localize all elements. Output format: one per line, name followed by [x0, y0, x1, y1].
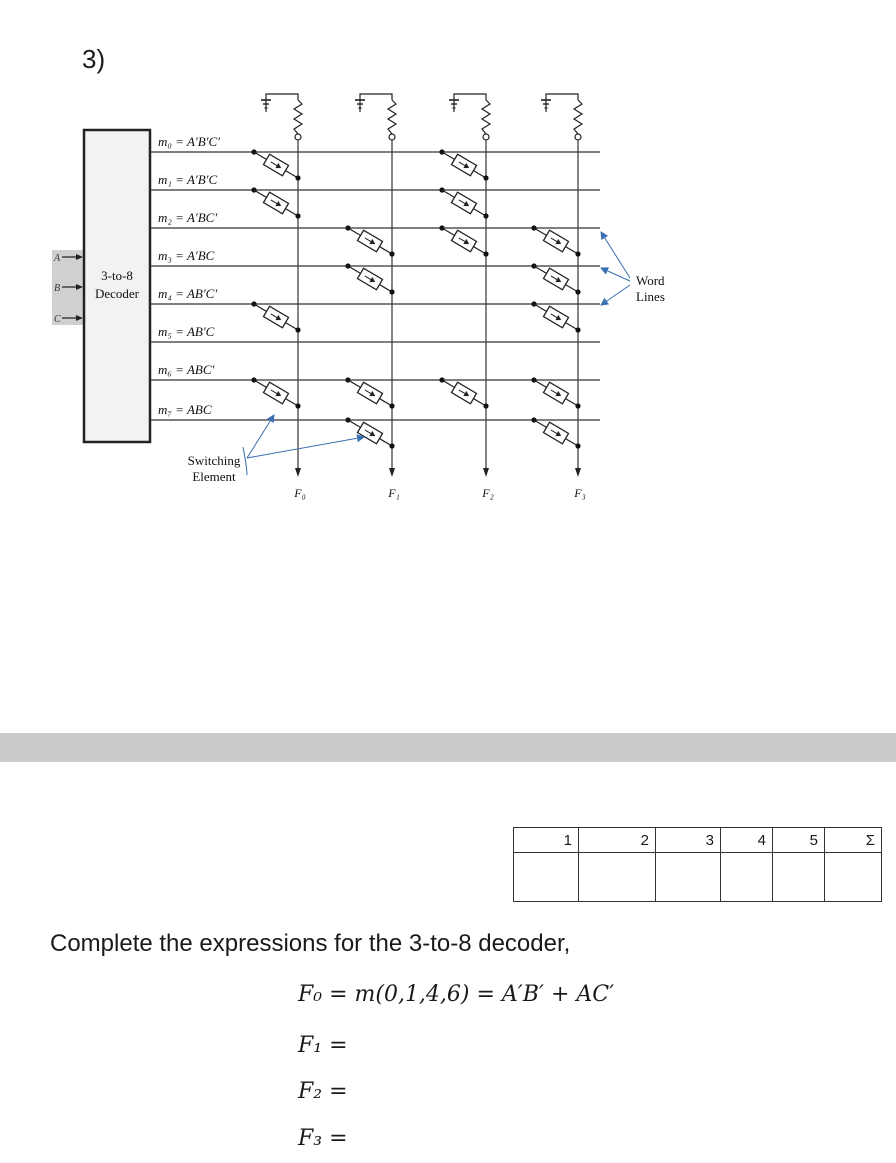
junction-dot [389, 289, 394, 294]
diode-box [357, 422, 382, 444]
diode-box [263, 154, 288, 176]
score-cell[interactable] [825, 853, 882, 902]
junction-dot [295, 213, 300, 218]
switching-element [251, 149, 300, 180]
switching-element [345, 417, 394, 448]
switching-element [531, 225, 580, 256]
diode-box [357, 382, 382, 404]
output-arrow [575, 468, 581, 477]
junction-dot [295, 403, 300, 408]
score-cell[interactable] [579, 853, 656, 902]
diode-box [357, 268, 382, 290]
switching-element [439, 377, 488, 408]
junction-dot [483, 175, 488, 180]
junction-dot [483, 213, 488, 218]
switching-element-label: Switching [187, 453, 241, 468]
switching-element [251, 187, 300, 218]
junction-dot [389, 443, 394, 448]
output-label-1: F₁ [388, 486, 400, 500]
score-cell[interactable] [721, 853, 773, 902]
switching-element [345, 263, 394, 294]
diode-box [357, 230, 382, 252]
minterm-label-0: m₀ = A′B′C′ [158, 134, 221, 149]
diode-box [543, 268, 568, 290]
junction-dot [575, 251, 580, 256]
switching-element [345, 377, 394, 408]
switching-element [345, 225, 394, 256]
pullup-resistor [482, 100, 490, 134]
switching-element [439, 225, 488, 256]
switching-element [531, 301, 580, 332]
word-lines-annotation [601, 232, 665, 305]
section-divider [0, 733, 896, 762]
junction-dot [483, 251, 488, 256]
switching-element-label: Element [192, 469, 236, 484]
junction-dot [389, 403, 394, 408]
supply-wire [360, 94, 392, 100]
word-lines-label: Lines [636, 289, 665, 304]
question-number: 3) [82, 44, 106, 74]
switching-element [531, 417, 580, 448]
question-prompt: Complete the expressions for the 3-to-8 decoder, [50, 930, 571, 957]
score-header: 2 [579, 828, 656, 853]
pullup-node [295, 134, 301, 140]
score-cell[interactable] [656, 853, 721, 902]
pullup-resistor [294, 100, 302, 134]
input-label-a: A [54, 253, 61, 264]
pullup-node [389, 134, 395, 140]
switching-element-annotation [188, 415, 364, 484]
diode-box [543, 306, 568, 328]
minterm-label-1: m₁ = A′B′C [158, 172, 218, 187]
minterm-label-5: m₅ = AB′C [158, 324, 215, 339]
pullup-resistor [388, 100, 396, 134]
equation-f1[interactable]: F₁ = [298, 1033, 348, 1058]
diode-box [451, 154, 476, 176]
switching-element [531, 263, 580, 294]
minterm-label-3: m₃ = A′BC [158, 248, 215, 263]
junction-dot [575, 289, 580, 294]
decoder-label: 3-to-8 [101, 268, 133, 283]
diode-box [543, 230, 568, 252]
decoder-label: Decoder [94, 286, 140, 301]
supply-wire [454, 94, 486, 100]
minterm-label-6: m₆ = ABC′ [158, 362, 215, 377]
pullup-resistor [574, 100, 582, 134]
minterm-label-2: m₂ = A′BC′ [158, 210, 218, 225]
output-label-3: F₃ [574, 486, 586, 500]
diode-box [263, 192, 288, 214]
output-label-0: F₀ [294, 486, 306, 500]
diode-box [263, 306, 288, 328]
diode-box [451, 192, 476, 214]
switching-element [439, 187, 488, 218]
score-table [513, 827, 882, 902]
junction-dot [483, 403, 488, 408]
switching-element [251, 377, 300, 408]
junction-dot [575, 443, 580, 448]
equation-f3[interactable]: F₃ = [298, 1126, 348, 1151]
switching-element [439, 149, 488, 180]
score-header: 4 [721, 828, 773, 853]
minterm-label-4: m₄ = AB′C′ [158, 286, 218, 301]
switching-element [251, 301, 300, 332]
pullup-node [575, 134, 581, 140]
switching-elements [251, 149, 580, 448]
input-label-c: C [54, 314, 61, 325]
score-header: Σ [825, 828, 882, 853]
output-arrow [295, 468, 301, 477]
score-header: 5 [773, 828, 825, 853]
diode-box [451, 230, 476, 252]
diode-box [543, 382, 568, 404]
score-header: 3 [656, 828, 721, 853]
switching-element [531, 377, 580, 408]
equation-f2[interactable]: F₂ = [298, 1079, 348, 1104]
output-columns [261, 94, 586, 500]
score-cell[interactable] [514, 853, 579, 902]
diode-box [263, 382, 288, 404]
diode-box [451, 382, 476, 404]
junction-dot [295, 327, 300, 332]
junction-dot [389, 251, 394, 256]
equation-f0: F₀ = m(0,1,4,6) = A′B′ + AC′ [298, 982, 615, 1007]
output-label-2: F₂ [482, 486, 494, 500]
diode-box [543, 422, 568, 444]
junction-dot [575, 327, 580, 332]
junction-dot [575, 403, 580, 408]
junction-dot [295, 175, 300, 180]
supply-wire [546, 94, 578, 100]
supply-wire [266, 94, 298, 100]
pullup-node [483, 134, 489, 140]
score-cell[interactable] [773, 853, 825, 902]
rom-diagram [0, 80, 700, 520]
input-label-b: B [54, 283, 61, 294]
word-lines-label: Word [636, 273, 665, 288]
score-header: 1 [514, 828, 579, 853]
output-arrow [389, 468, 395, 477]
output-arrow [483, 468, 489, 477]
minterm-label-7: m₇ = ABC [158, 402, 212, 417]
